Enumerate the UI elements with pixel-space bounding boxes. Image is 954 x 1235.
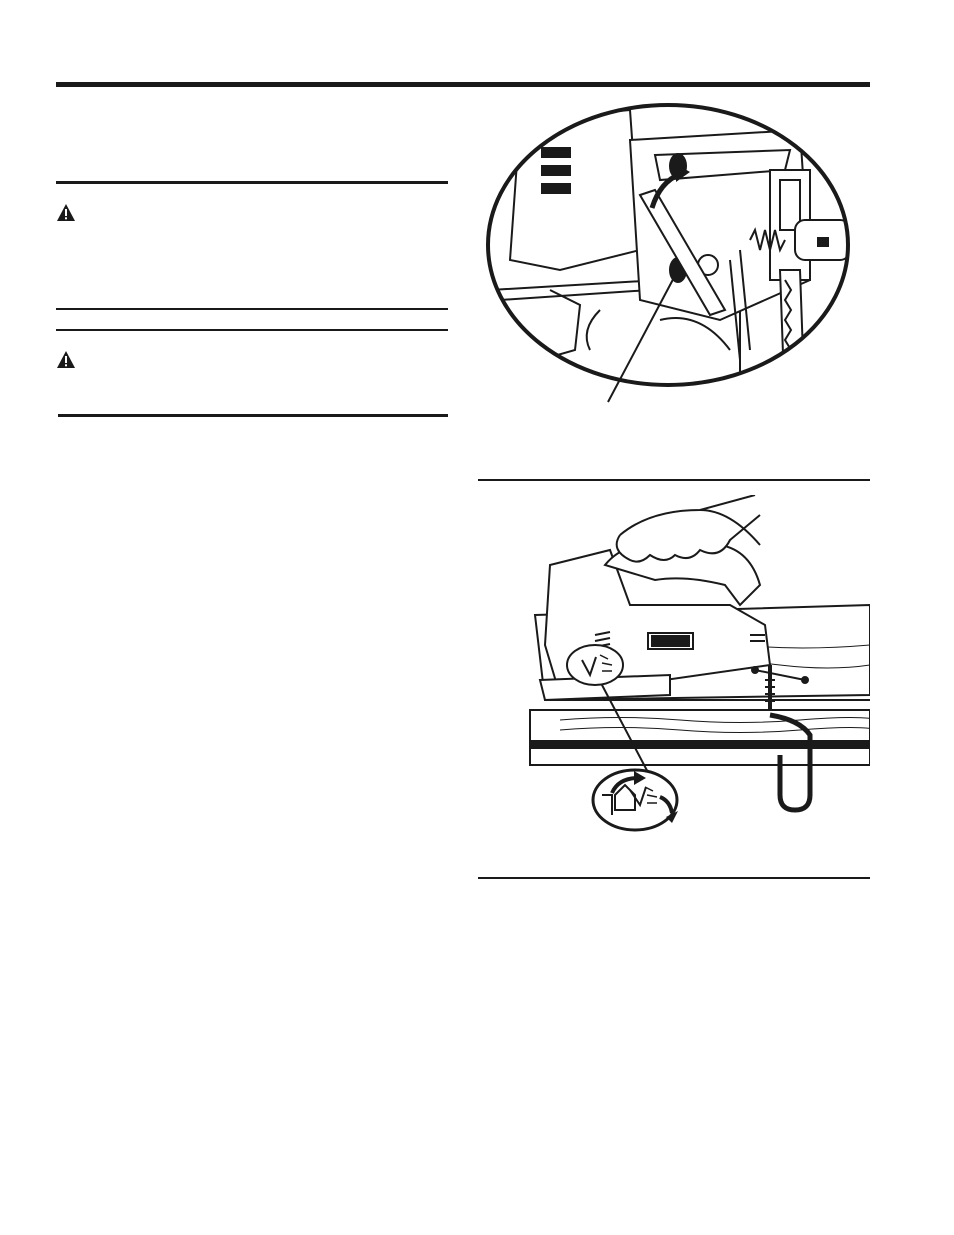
warning-box-1-top-rule [56, 181, 448, 184]
figure-blade-clamp-closeup [480, 100, 870, 410]
figure-bottom-rule [478, 877, 870, 879]
warning-triangle-icon [56, 350, 76, 369]
figure-jig-saw-bevel-adjustment [520, 495, 870, 835]
warning-box-2-top-rule [56, 329, 448, 331]
warning-box-2-bottom-rule [58, 414, 448, 417]
header-rule [56, 82, 870, 87]
figure-separator-rule [478, 479, 870, 481]
warning-box-1-bottom-rule [56, 308, 448, 310]
warning-triangle-icon [56, 203, 76, 222]
